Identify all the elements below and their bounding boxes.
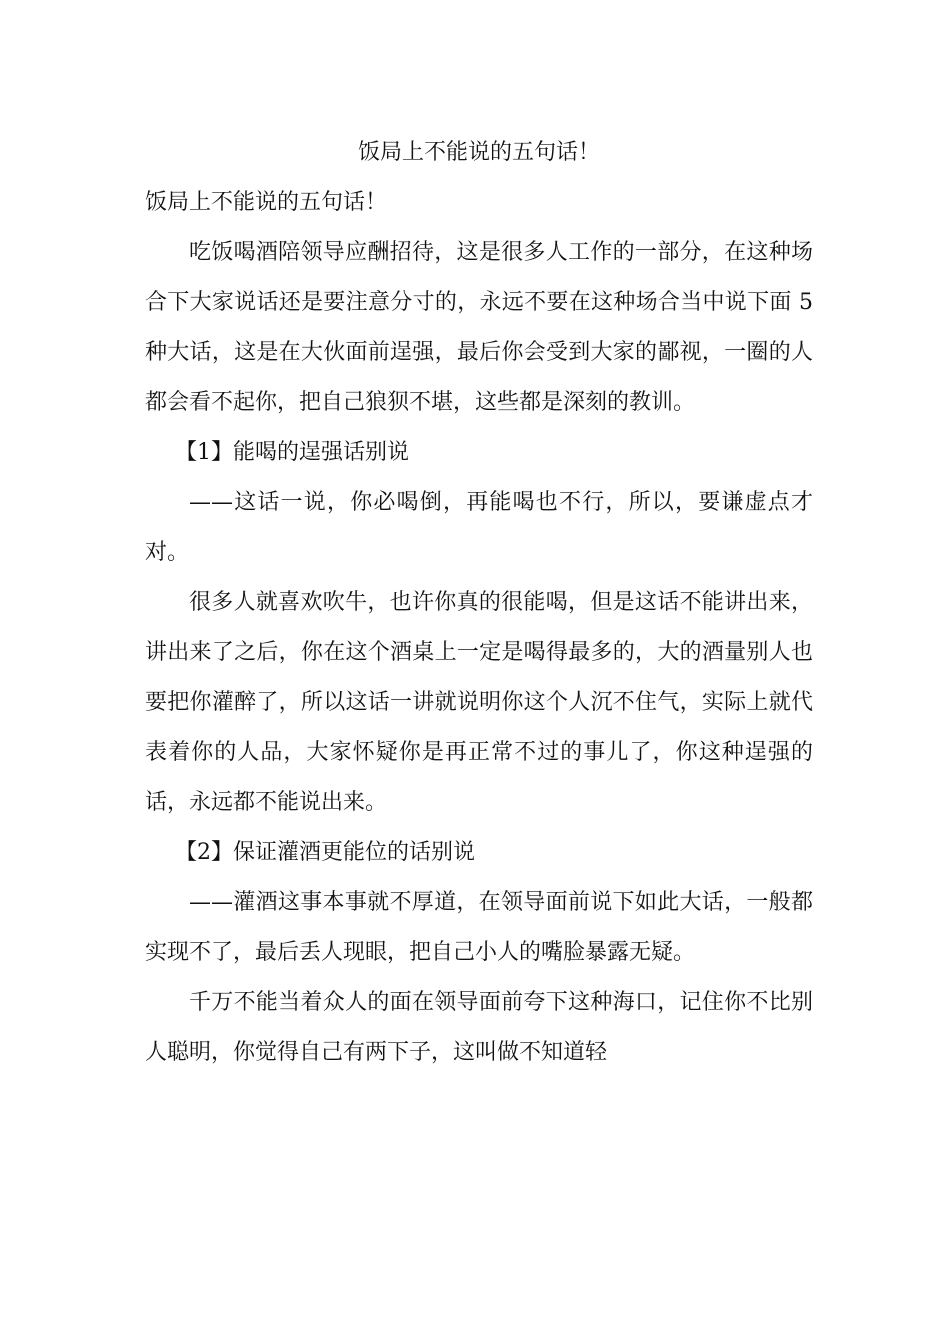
section-1-summary: ——这话一说，你必喝倒，再能喝也不行，所以，要谦虚点才对。	[145, 490, 813, 565]
document-title: 饭局上不能说的五句话！	[357, 140, 600, 165]
intro-paragraph: 吃饭喝酒陪领导应酬招待，这是很多人工作的一部分，在这种场合下大家说话还是要注意分寸的，永远不要在这种场合当中说下面 5 种大话，这是在大伙面前逞强，最后你会受到大家的鄙视，一圈的人都会看不起你，把自己狼狈不堪，这些都是深刻的教训。	[145, 240, 813, 415]
section-heading-1: 【1】能喝的逞强话别说	[175, 440, 409, 465]
document-body	[145, 128, 813, 1078]
section-2-body: 千万不能当着众人的面在领导面前夸下这种海口，记住你不比别人聪明，你觉得自己有两下子，这叫做不知道轻	[145, 990, 813, 1065]
section-2-summary: ——灌酒这事本事就不厚道，在领导面前说下如此大话，一般都实现不了，最后丢人现眼，把自己小人的嘴脸暴露无疑。	[145, 890, 813, 965]
section-1-body: 很多人就喜欢吹牛，也许你真的很能喝，但是这话不能讲出来，讲出来了之后，你在这个酒桌上一定是喝得最多的，大的酒量别人也要把你灌醉了，所以这话一讲就说明你这个人沉不住气，实际上就代表着你的人品，大家怀疑你是再正常不过的事儿了，你这种逞强的话，永远都不能说出来。	[145, 590, 813, 815]
section-heading-2: 【2】保证灌酒更能位的话别说	[175, 840, 475, 865]
document-subtitle: 饭局上不能说的五句话！	[145, 190, 388, 215]
